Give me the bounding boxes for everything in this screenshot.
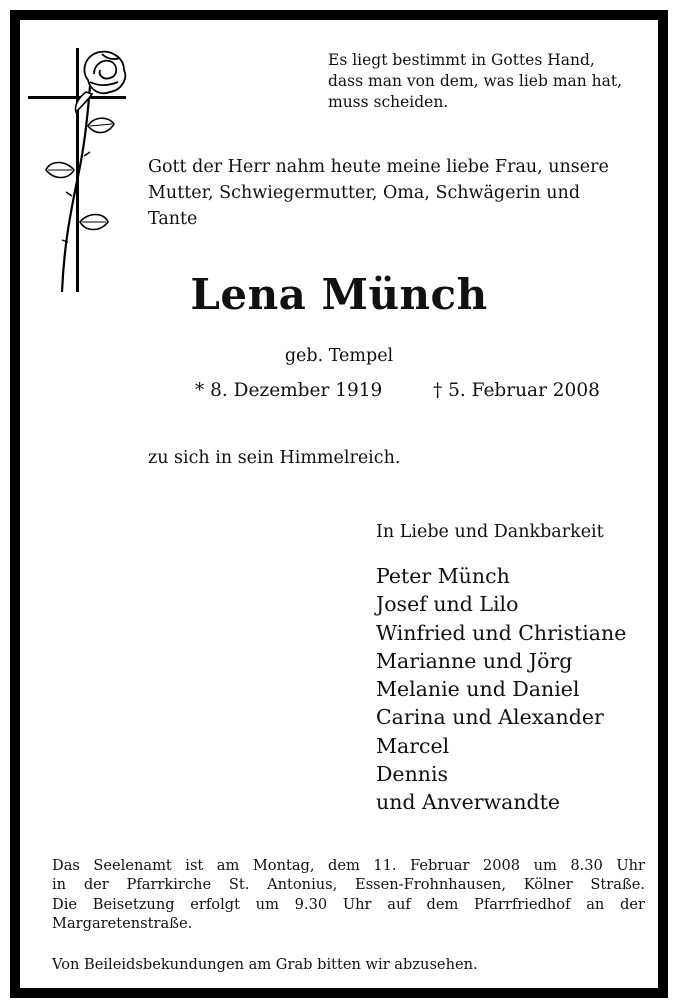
verse	[328, 50, 628, 113]
verse-line: muss scheiden.	[328, 93, 449, 111]
service-line: Margaretenstraße.	[52, 915, 193, 933]
service-line: Das Seelenamt ist am Montag, dem 11. Februar 2008 um 8.30 Uhr	[52, 857, 645, 874]
mourners-block	[376, 520, 656, 817]
service-info	[52, 856, 645, 934]
verse-line: Es liegt bestimmt in Gottes Hand,	[328, 51, 595, 69]
deceased-name: Lena Münch	[190, 270, 488, 319]
mourner-name: Melanie und Daniel	[376, 677, 580, 702]
mourner-name: Winfried und Christiane	[376, 620, 627, 645]
mourner-name: Dennis	[376, 762, 449, 787]
mourner-name: Peter Münch	[376, 564, 510, 588]
birth-date: * 8. Dezember 1919	[195, 380, 383, 401]
intro-text	[148, 154, 648, 232]
mourners-list	[376, 562, 656, 817]
life-dates	[195, 380, 625, 401]
intro-line: Gott der Herr nahm heute meine liebe Frau, unsere	[148, 157, 609, 177]
mourner-name: Marcel	[376, 733, 450, 758]
closing-text: zu sich in sein Himmelreich.	[148, 448, 401, 468]
service-line: Die Beisetzung erfolgt um 9.30 Uhr auf dem Pfarrfriedhof an der	[52, 895, 645, 913]
condolence-note: Von Beileidsbekundungen am Grab bitten wir abzusehen.	[52, 956, 478, 973]
intro-line: Mutter, Schwiegermutter, Oma, Schwägerin und	[148, 183, 581, 203]
mourner-name: Marianne und Jörg	[376, 648, 573, 673]
service-line: in der Pfarrkirche St. Antonius, Essen-Frohnhausen, Kölner Straße.	[52, 876, 645, 894]
mourner-name: Carina und Alexander	[376, 705, 604, 730]
mourner-name: und Anverwandte	[376, 790, 561, 815]
birth-name: geb. Tempel	[284, 346, 394, 366]
mourner-name: Josef und Lilo	[376, 592, 519, 617]
intro-line: Tante	[148, 209, 198, 229]
verse-line: dass man von dem, was lieb man hat,	[328, 72, 623, 90]
mourners-lead: In Liebe und Dankbarkeit	[376, 522, 604, 542]
death-date: † 5. Februar 2008	[433, 380, 600, 401]
obituary-notice	[10, 10, 668, 998]
